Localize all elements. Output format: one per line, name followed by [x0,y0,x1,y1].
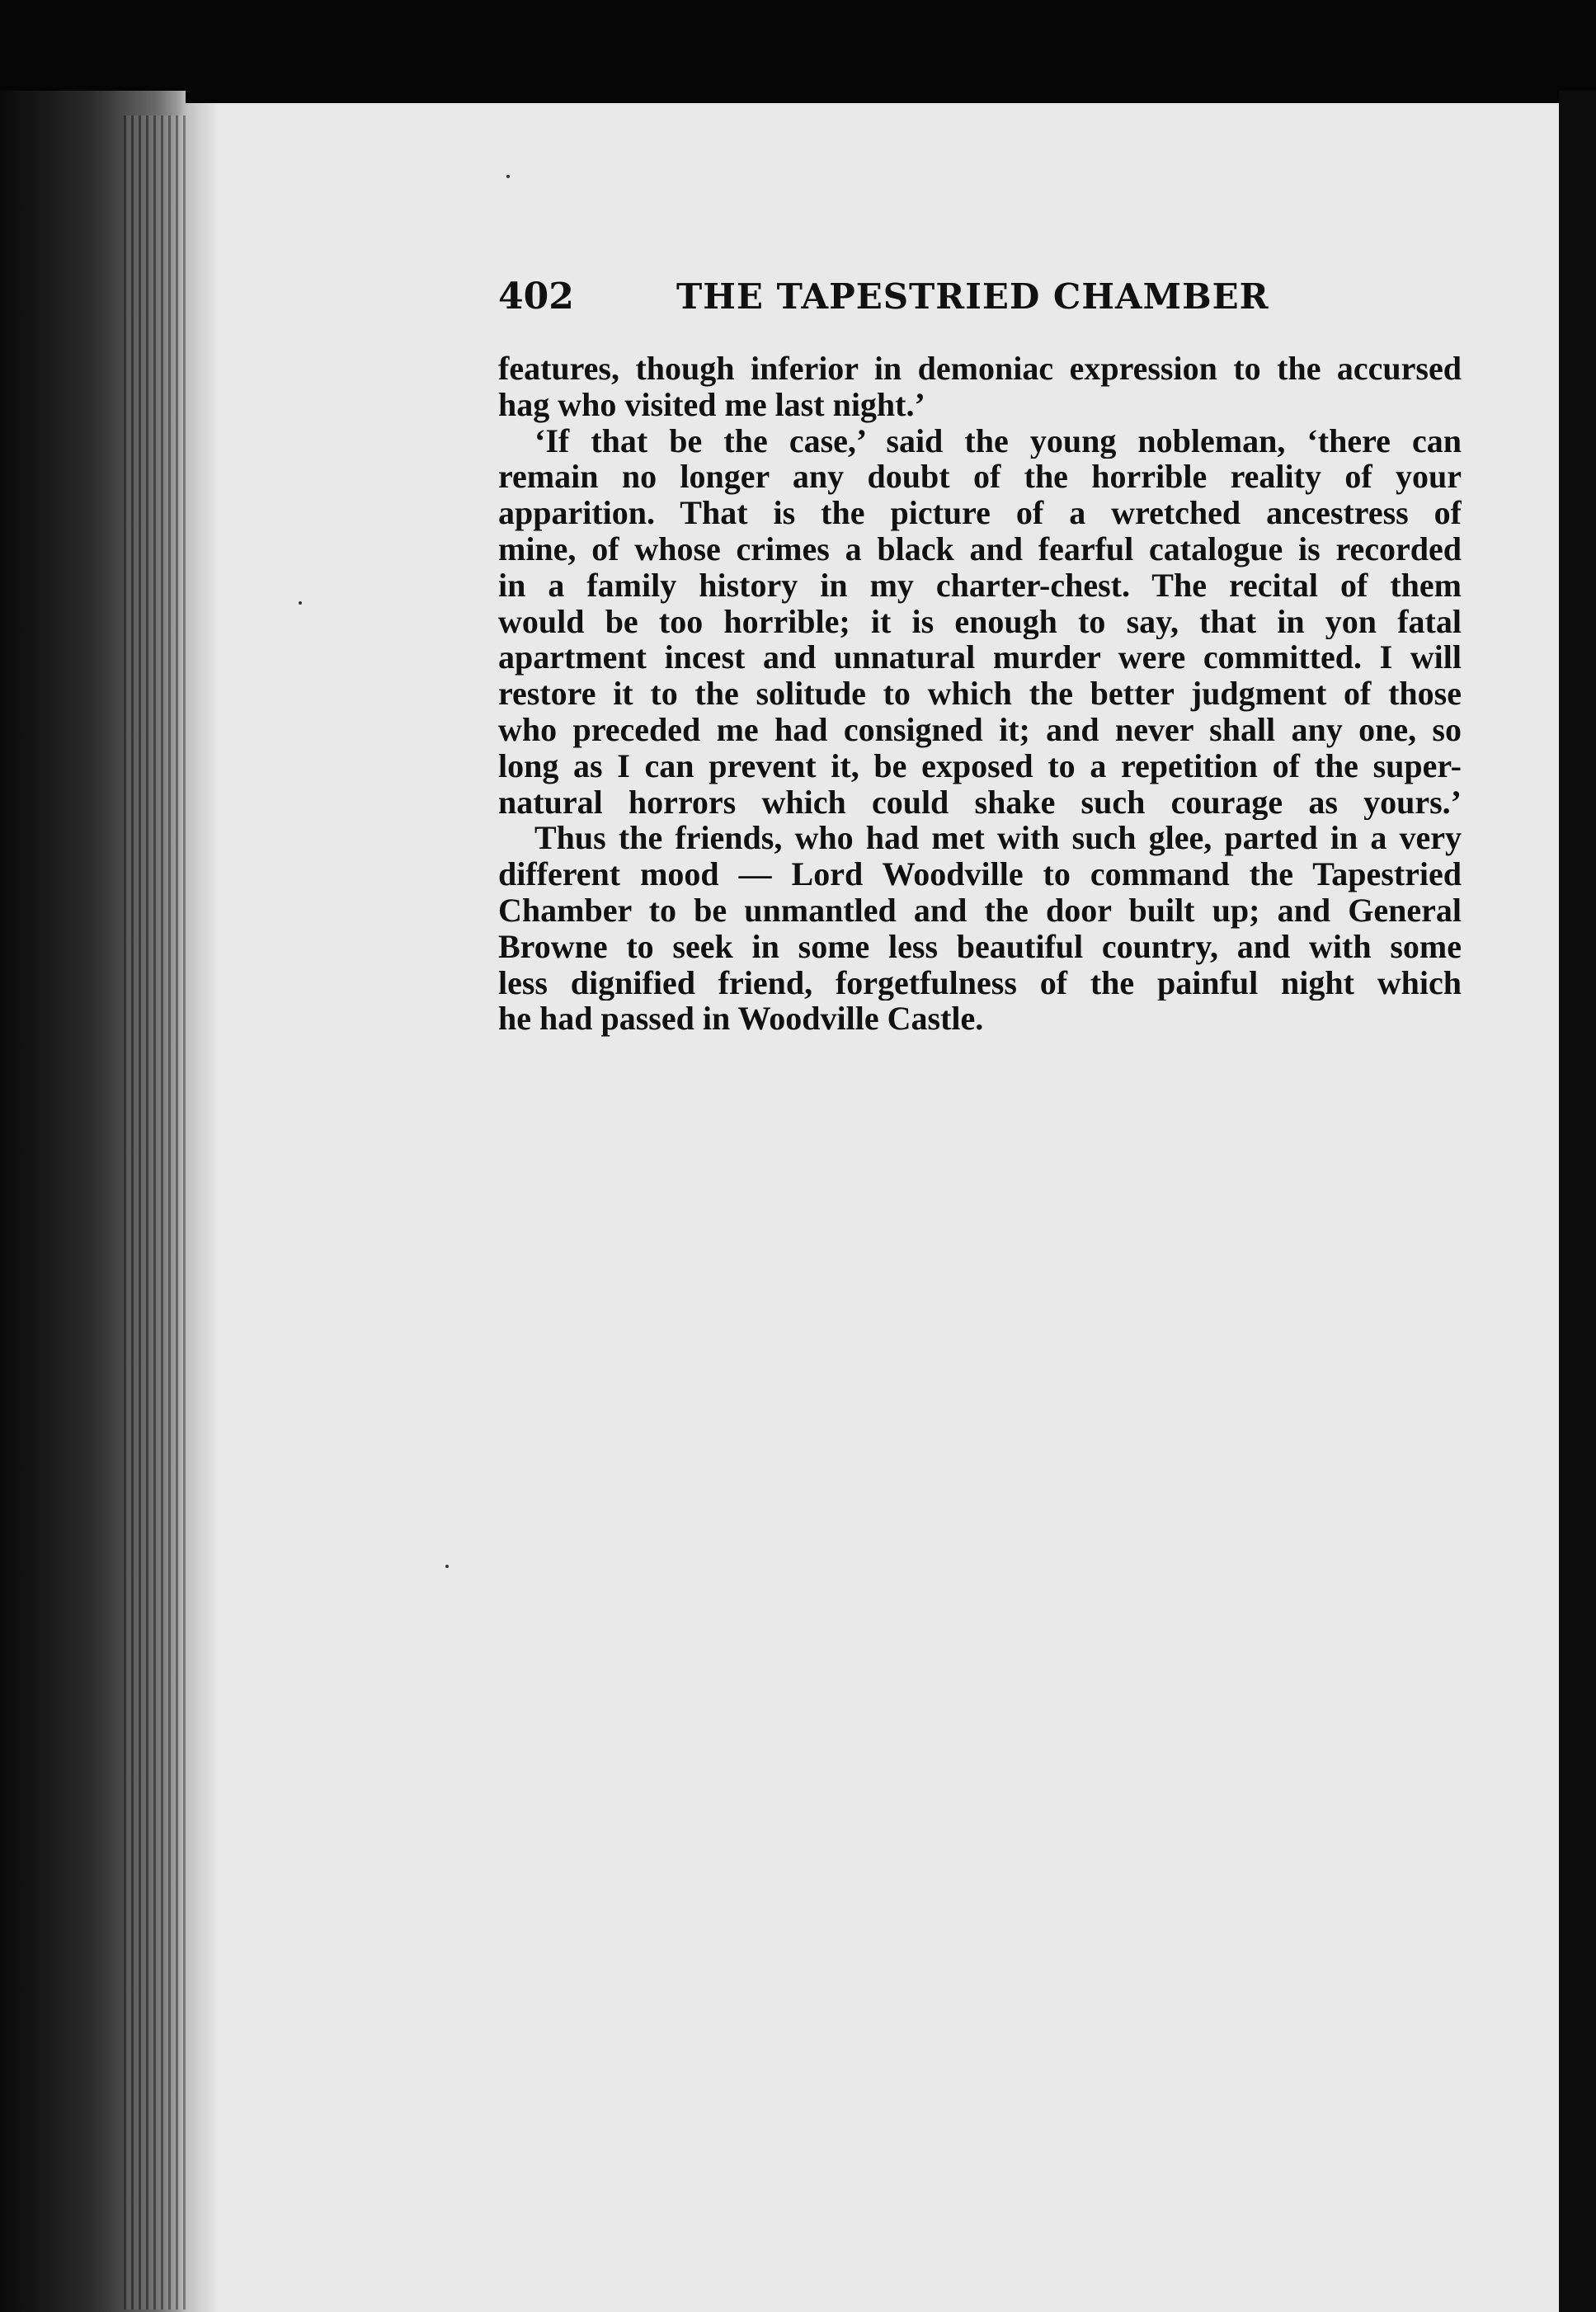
page-speck [299,601,302,605]
text-line: hag who visited me last night.’ [498,386,925,423]
page-number: 402 [498,275,574,318]
body-text [498,351,1462,1037]
text-line: mine, of whose crimes a black and fearful catalogue is recorded [498,530,1462,567]
page-speck [506,175,510,178]
text-line: remain no longer any doubt of the horrible reality of your [498,459,1462,496]
text-line: who preceded me had consigned it; and never shall any one, so [498,711,1462,748]
running-head: THE TAPESTRIED CHAMBER [676,276,1269,317]
page-speck [445,1565,449,1568]
scan-right-border [1559,91,1596,2312]
text-line: features, though inferior in demoniac expression to the accursed [498,351,1462,387]
page-header [498,272,1462,322]
gutter-shadow [186,103,219,2312]
text-line: less dignified friend, forgetfulness of the painful night which [498,964,1462,1001]
scan-background [0,0,1596,115]
text-line: Browne to seek in some less beautiful country, and with some [498,928,1462,965]
text-line: natural horrors which could shake such courage as yours.’ [498,784,1462,821]
page-stack-edge [124,115,186,2310]
text-line: apparition. That is the picture of a wretched ancestress of [498,495,1462,531]
text-line: Chamber to be unmantled and the door built up; and General [498,892,1462,929]
text-line: different mood — Lord Woodville to command the Tapestried [498,856,1462,892]
text-line: long as I can prevent it, be exposed to a repetition of the super- [498,747,1462,784]
text-line: he had passed in Woodville Castle. [498,1001,984,1038]
text-line: apartment incest and unnatural murder were committed. I will [498,639,1462,676]
text-line: restore it to the solitude to which the better judgment of those [498,676,1462,712]
text-line: ‘If that be the case,’ said the young nobleman, ‘there can [534,422,1462,459]
text-line: Thus the friends, who had met with such glee, parted in a very [534,820,1462,857]
text-line: would be too horrible; it is enough to say, that in yon fatal [498,603,1462,640]
text-line: in a family history in my charter-chest. The recital of them [498,567,1462,604]
